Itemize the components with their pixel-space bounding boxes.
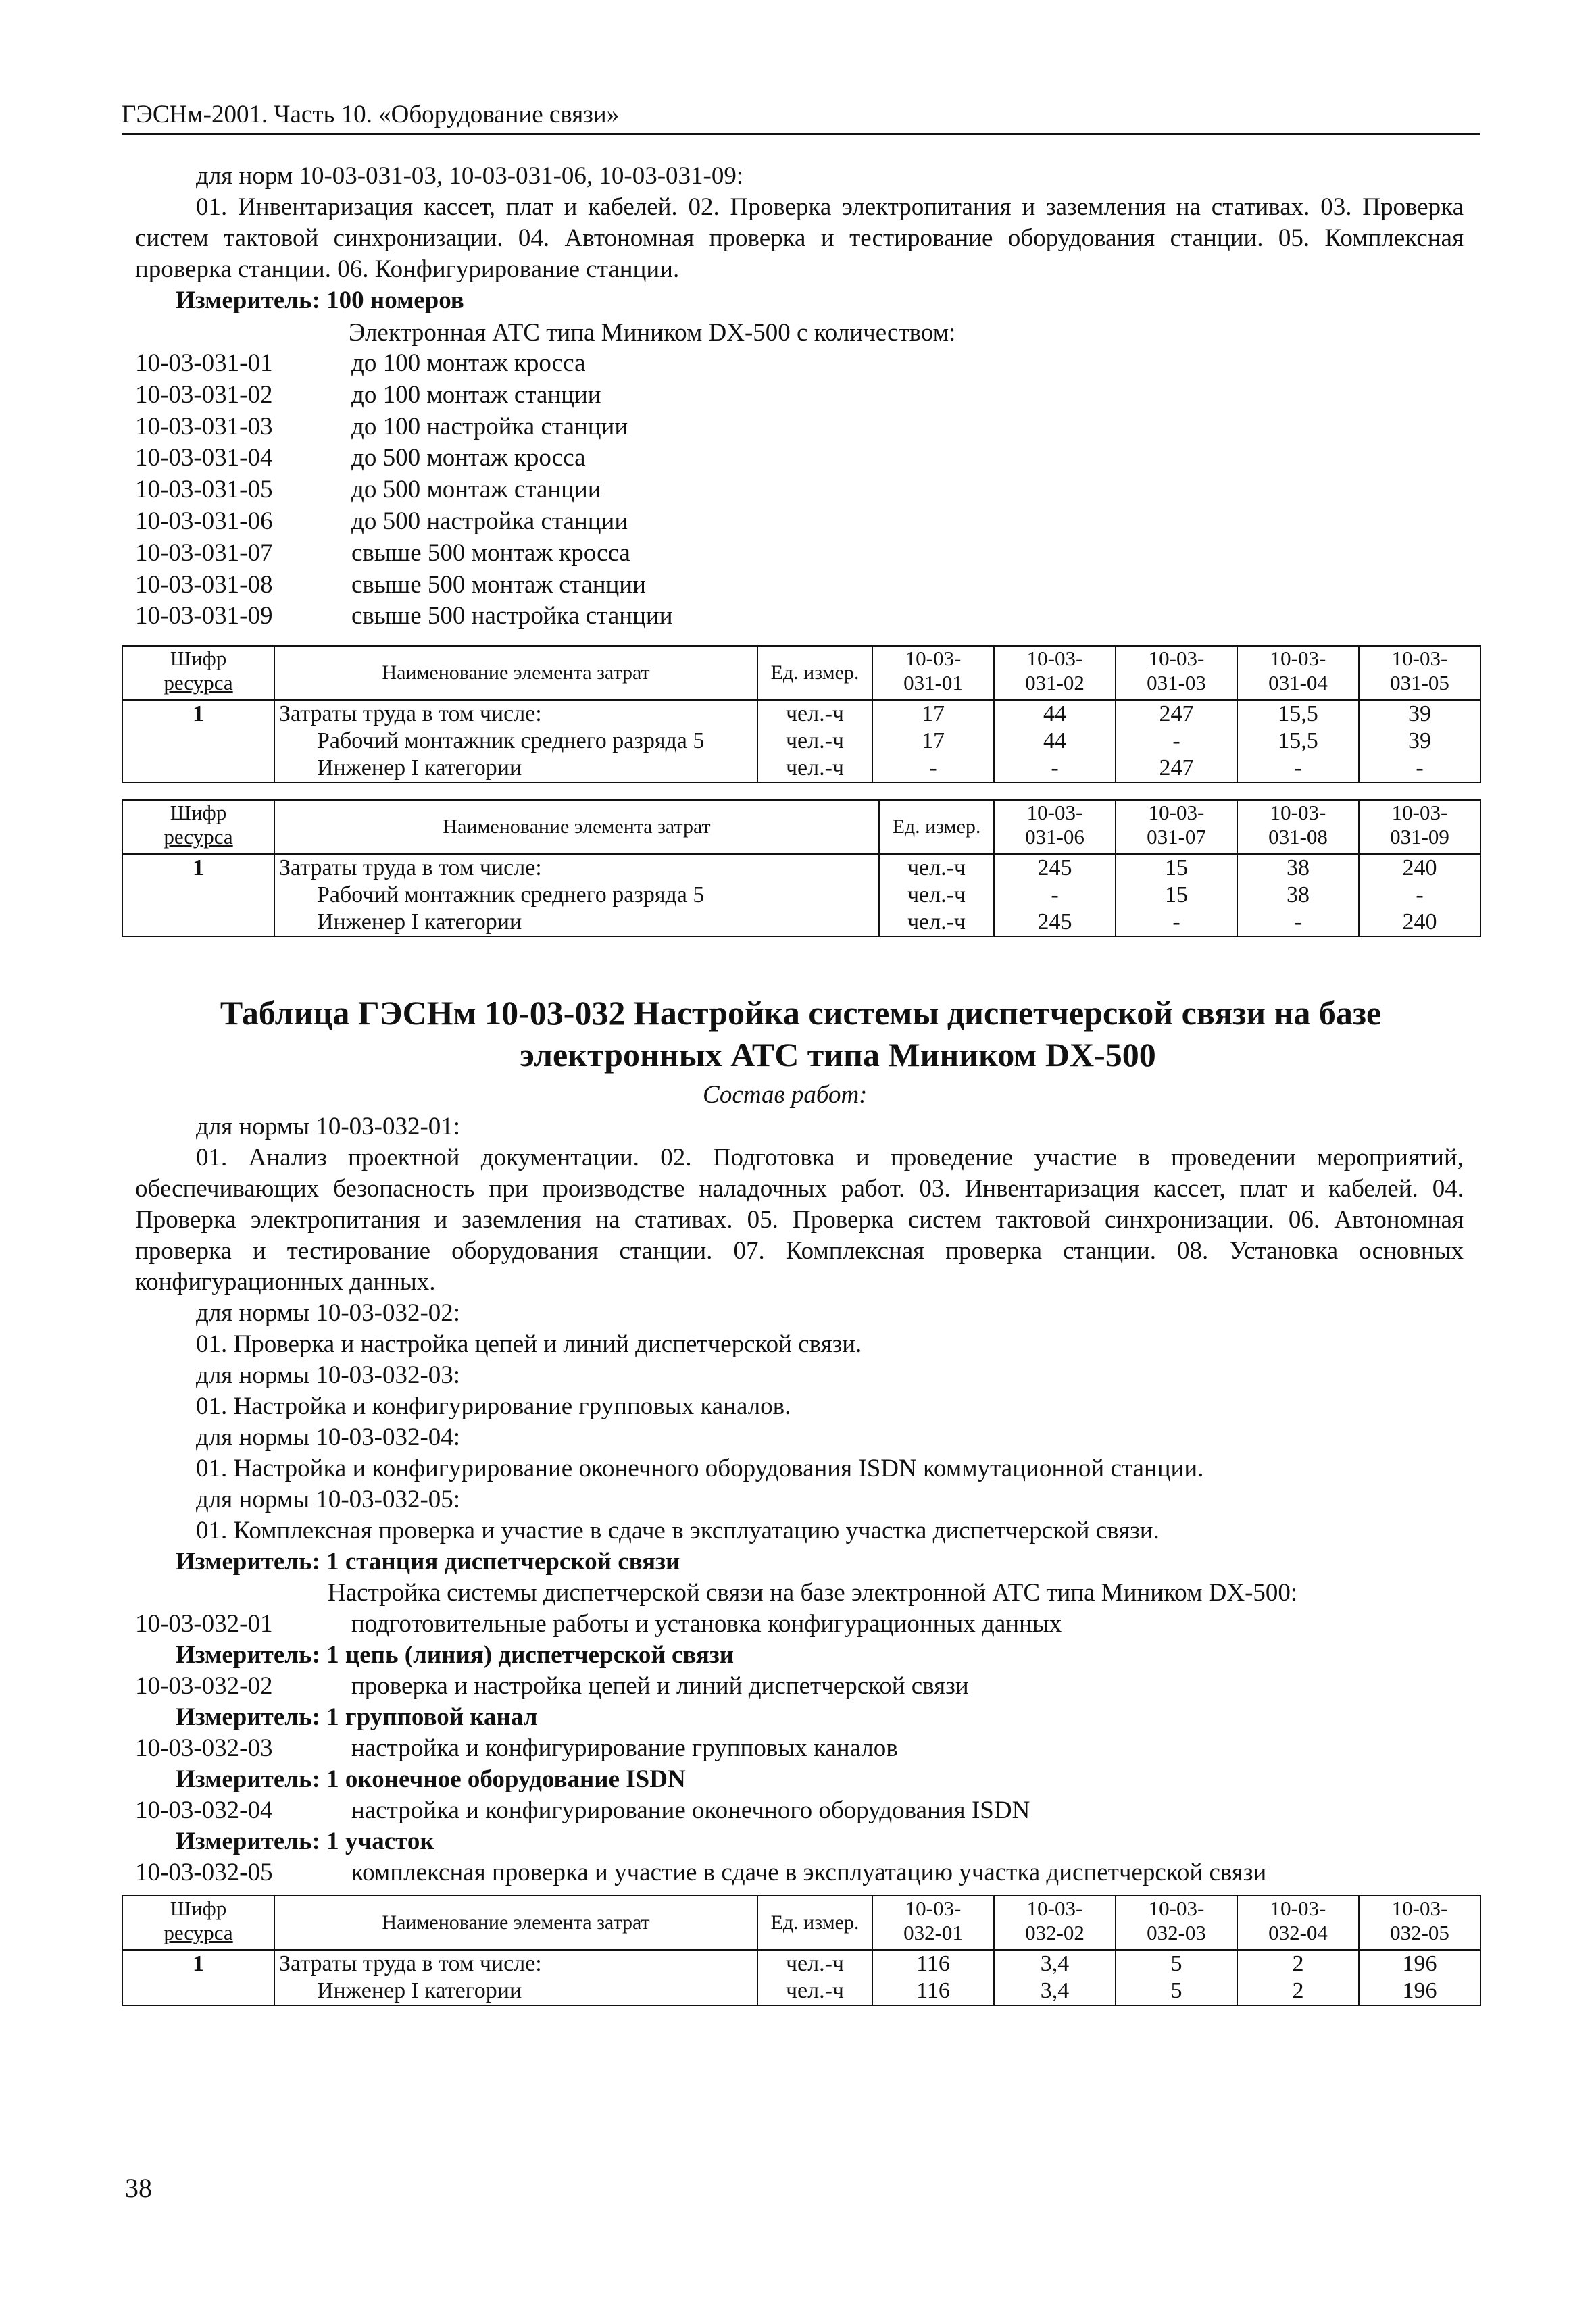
table-header-row [122, 800, 1480, 854]
col-header-code: 10-03- 032-04 [1237, 1896, 1359, 1950]
col-header-code: 10-03- 031-01 [872, 646, 994, 700]
col-header-name: Наименование элемента затрат [274, 800, 879, 854]
values-col: 44 44 - [994, 700, 1116, 782]
col-header-code: 10-03- 031-07 [1116, 800, 1237, 854]
col-header-resource: Шифр ресурса [122, 1896, 274, 1950]
norm-label: для нормы 10-03-032-03: [196, 1361, 461, 1389]
values-col: 39 39 - [1359, 700, 1480, 782]
col-header-code: 10-03- 032-01 [872, 1896, 994, 1950]
table-header-row [122, 646, 1480, 700]
works-paragraph: 01. Анализ проектной документации. 02. Подготовка и проведение участие в проведении мероприятий, обеспечивающих безопасность при производстве наладочных работ. 03. Инвентаризация кассет, плат и кабелей. 04. Проверка электропитания и заземления на стативах. 05. Проверка систем тактовой синхронизации. 06. Автономная проверка и тестирование оборудования станции. 07. Комплексная проверка станции. 08. Установка основных конфигурационных данных. [135, 1144, 1464, 1296]
values-col: 245 - 245 [994, 854, 1116, 936]
works-paragraph: 01. Проверка и настройка цепей и линий диспетчерской связи. [196, 1330, 862, 1358]
resource-code: 1 [122, 854, 274, 936]
list-intro: Настройка системы диспетчерской связи на базе электронной АТС типа Миником DX-500: [328, 1579, 1298, 1607]
norms-label: для норм 10-03-031-03, 10-03-031-06, 10-03-031-09: [196, 162, 744, 190]
norm-label: для нормы 10-03-032-01: [196, 1113, 461, 1140]
col-header-code: 10-03- 031-08 [1237, 800, 1359, 854]
list-intro: Электронная АТС типа Миником DX-500 с количеством: [349, 319, 956, 347]
col-header-code: 10-03- 031-04 [1237, 646, 1359, 700]
list-item: 10-03-031-09 свыше 500 настройка станции [135, 602, 673, 630]
norm-label: для нормы 10-03-032-02: [196, 1299, 461, 1327]
cost-items: Затраты труда в том числе: Рабочий монтажник среднего разряда 5 Инженер I категории [274, 700, 757, 782]
col-header-unit: Ед. измер. [757, 646, 872, 700]
cost-items: Затраты труда в том числе: Инженер I категории [274, 1950, 757, 2005]
norm-label: для нормы 10-03-032-05: [196, 1486, 461, 1513]
values-col: 3,4 3,4 [994, 1950, 1116, 2005]
col-header-code: 10-03- 031-09 [1359, 800, 1480, 854]
values-col: 15,5 15,5 - [1237, 700, 1359, 782]
list-item: 10-03-032-05 комплексная проверка и участие в сдаче в эксплуатацию участка диспетчерской связи [135, 1859, 1267, 1886]
resource-table-1 [122, 645, 1481, 783]
works-paragraph: 01. Настройка и конфигурирование оконечного оборудования ISDN коммутационной станции. [196, 1455, 1204, 1482]
works-paragraph: 01. Комплексная проверка и участие в сдаче в эксплуатацию участка диспетчерской связи. [196, 1517, 1159, 1544]
table-title: Таблица ГЭСНм 10-03-032 Настройка системы диспетчерской связи на базе электронных АТС типа Миником DX-500 [220, 994, 1382, 1074]
col-header-resource: Шифр ресурса [122, 646, 274, 700]
col-header-code: 10-03- 031-06 [994, 800, 1116, 854]
list-item: 10-03-032-04 настройка и конфигурирование оконечного оборудования ISDN [135, 1796, 1030, 1824]
table-row [122, 854, 1480, 936]
list-item: 10-03-031-02 до 100 монтаж станции [135, 380, 601, 409]
resource-code: 1 [122, 1950, 274, 2005]
units: чел.-ч чел.-ч чел.-ч [879, 854, 994, 936]
meter-label: Измеритель: 1 цепь (линия) диспетчерской связи [176, 1641, 734, 1669]
col-header-code: 10-03- 032-03 [1116, 1896, 1237, 1950]
list-item: 10-03-032-02 проверка и настройка цепей и линий диспетчерской связи [135, 1672, 969, 1700]
values-col: 5 5 [1116, 1950, 1237, 2005]
list-item: 10-03-031-05 до 500 монтаж станции [135, 476, 601, 504]
meter-label: Измеритель: 1 участок [176, 1828, 434, 1855]
col-header-unit: Ед. измер. [879, 800, 994, 854]
works-paragraph: 01. Инвентаризация кассет, плат и кабелей. 02. Проверка электропитания и заземления на стативах. 03. Проверка систем тактовой синхронизации. 04. Автономная проверка и тестирование оборудования станции. 05. Комплексная проверка станции. 06. Конфигурирование станции. [135, 193, 1464, 283]
col-header-name: Наименование элемента затрат [274, 646, 757, 700]
values-col: 38 38 - [1237, 854, 1359, 936]
meter-label: Измеритель: 1 оконечное оборудование ISDN [176, 1765, 686, 1793]
works-paragraph: 01. Настройка и конфигурирование групповых каналов. [196, 1392, 791, 1420]
composition-label: Состав работ: [703, 1081, 868, 1109]
col-header-code: 10-03- 031-03 [1116, 646, 1237, 700]
units: чел.-ч чел.-ч чел.-ч [757, 700, 872, 782]
col-header-unit: Ед. измер. [757, 1896, 872, 1950]
units: чел.-ч чел.-ч [757, 1950, 872, 2005]
table-row [122, 1950, 1480, 2005]
running-header: ГЭСНм-2001. Часть 10. «Оборудование связи» [122, 100, 1480, 135]
table-row [122, 700, 1480, 782]
values-col: 247 - 247 [1116, 700, 1237, 782]
list-item: 10-03-031-07 свыше 500 монтаж кросса [135, 538, 630, 567]
list-item: 10-03-032-03 настройка и конфигурирование групповых каналов [135, 1734, 898, 1762]
values-col: 196 196 [1359, 1950, 1480, 2005]
norm-label: для нормы 10-03-032-04: [196, 1424, 461, 1451]
col-header-name: Наименование элемента затрат [274, 1896, 757, 1950]
list-item: 10-03-031-08 свыше 500 монтаж станции [135, 570, 646, 599]
list-item: 10-03-031-04 до 500 монтаж кросса [135, 444, 586, 472]
list-item: 10-03-031-03 до 100 настройка станции [135, 412, 628, 441]
col-header-code: 10-03- 032-02 [994, 1896, 1116, 1950]
col-header-code: 10-03- 031-05 [1359, 646, 1480, 700]
values-col: 15 15 - [1116, 854, 1237, 936]
values-col: 17 17 - [872, 700, 994, 782]
col-header-resource: Шифр ресурса [122, 800, 274, 854]
meter-label: Измеритель: 100 номеров [176, 286, 464, 314]
meter-label: Измеритель: 1 станция диспетчерской связи [176, 1548, 680, 1576]
page-number: 38 [125, 2173, 152, 2203]
table-header-row [122, 1896, 1480, 1950]
meter-label: Измеритель: 1 групповой канал [176, 1703, 538, 1731]
list-item: 10-03-031-06 до 500 настройка станции [135, 507, 628, 535]
col-header-code: 10-03- 032-05 [1359, 1896, 1480, 1950]
list-item: 10-03-032-01 подготовительные работы и установка конфигурационных данных [135, 1610, 1062, 1638]
values-col: 2 2 [1237, 1950, 1359, 2005]
norm-code-list [135, 348, 673, 632]
resource-table-2 [122, 799, 1481, 937]
values-col: 240 - 240 [1359, 854, 1480, 936]
cost-items: Затраты труда в том числе: Рабочий монтажник среднего разряда 5 Инженер I категории [274, 854, 879, 936]
values-col: 116 116 [872, 1950, 994, 2005]
col-header-code: 10-03- 031-02 [994, 646, 1116, 700]
resource-code: 1 [122, 700, 274, 782]
resource-table-3 [122, 1895, 1481, 2006]
list-item: 10-03-031-01 до 100 монтаж кросса [135, 349, 586, 377]
